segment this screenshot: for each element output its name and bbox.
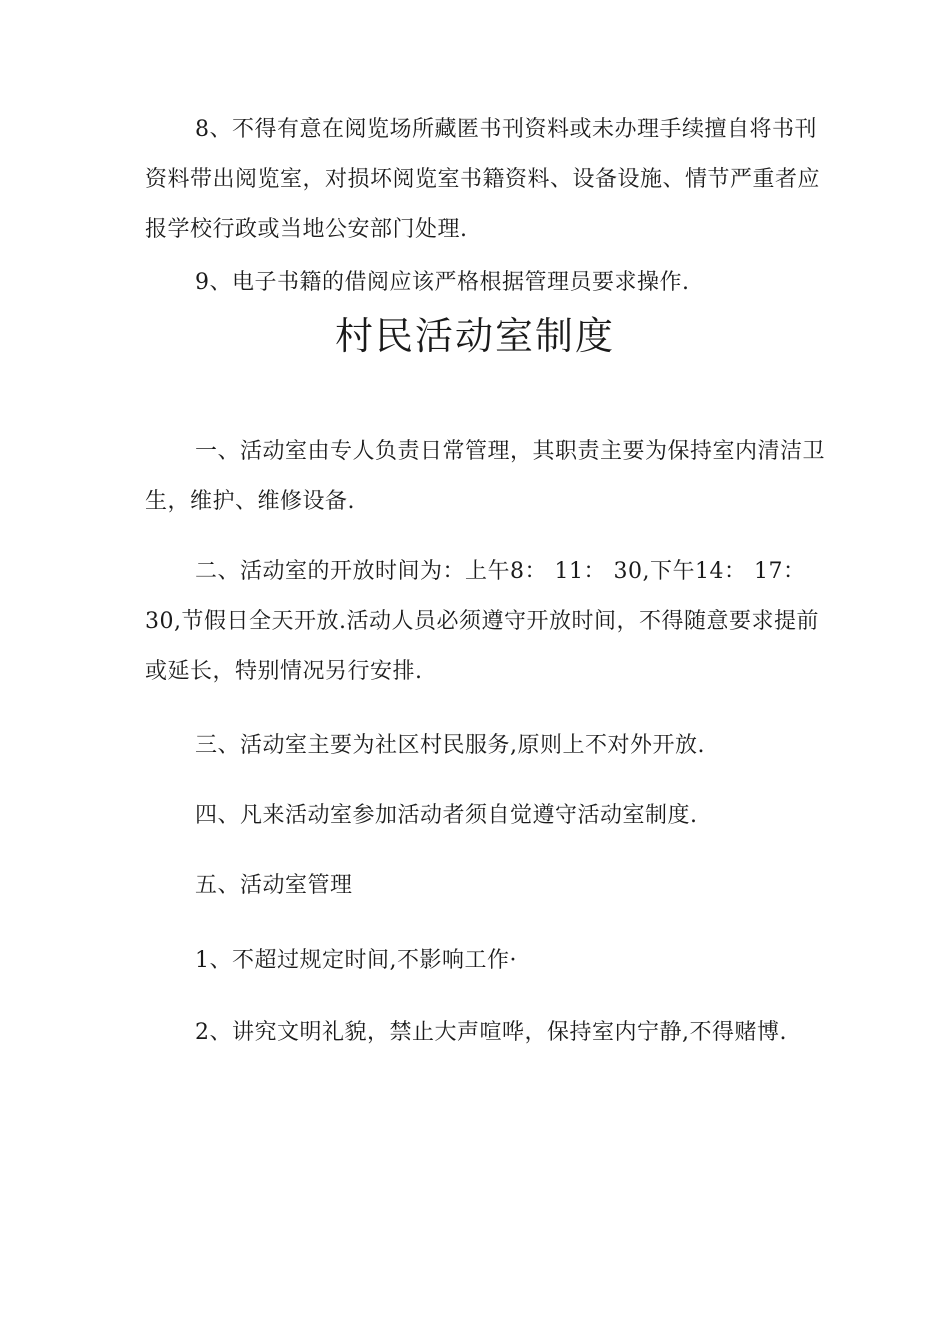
rule-5-sub-1: 1、不超过规定时间,不影响工作· <box>195 948 517 973</box>
rule-1: 一、活动室由专人负责日常管理，其职责主要为保持室内清洁卫生，维护、维修设备. <box>145 439 826 514</box>
rule-3: 三、活动室主要为社区村民服务,原则上不对外开放. <box>195 733 705 758</box>
rule-5-heading: 五、活动室管理 <box>195 873 353 898</box>
rule-item-9: 9、电子书籍的借阅应该严格根据管理员要求操作. <box>195 270 690 295</box>
rule-2: 二、活动室的开放时间为：上午8： 11： 30,下午14： 17： 30,节假日全天开放.活动人员必须遵守开放时间，不得随意要求提前或延长，特别情况另行安排. <box>145 559 819 684</box>
section-title: 村民活动室制度 <box>334 314 615 358</box>
rule-5-sub-2: 2、讲究文明礼貌，禁止大声喧哗，保持室内宁静,不得赌博. <box>195 1020 787 1045</box>
rule-item-8: 8、不得有意在阅览场所藏匿书刊资料或未办理手续擅自将书刊资料带出阅览室，对损坏阅览室书籍资料、设备设施、情节严重者应报学校行政或当地公安部门处理. <box>145 117 821 242</box>
rule-4: 四、凡来活动室参加活动者须自觉遵守活动室制度. <box>195 803 698 828</box>
